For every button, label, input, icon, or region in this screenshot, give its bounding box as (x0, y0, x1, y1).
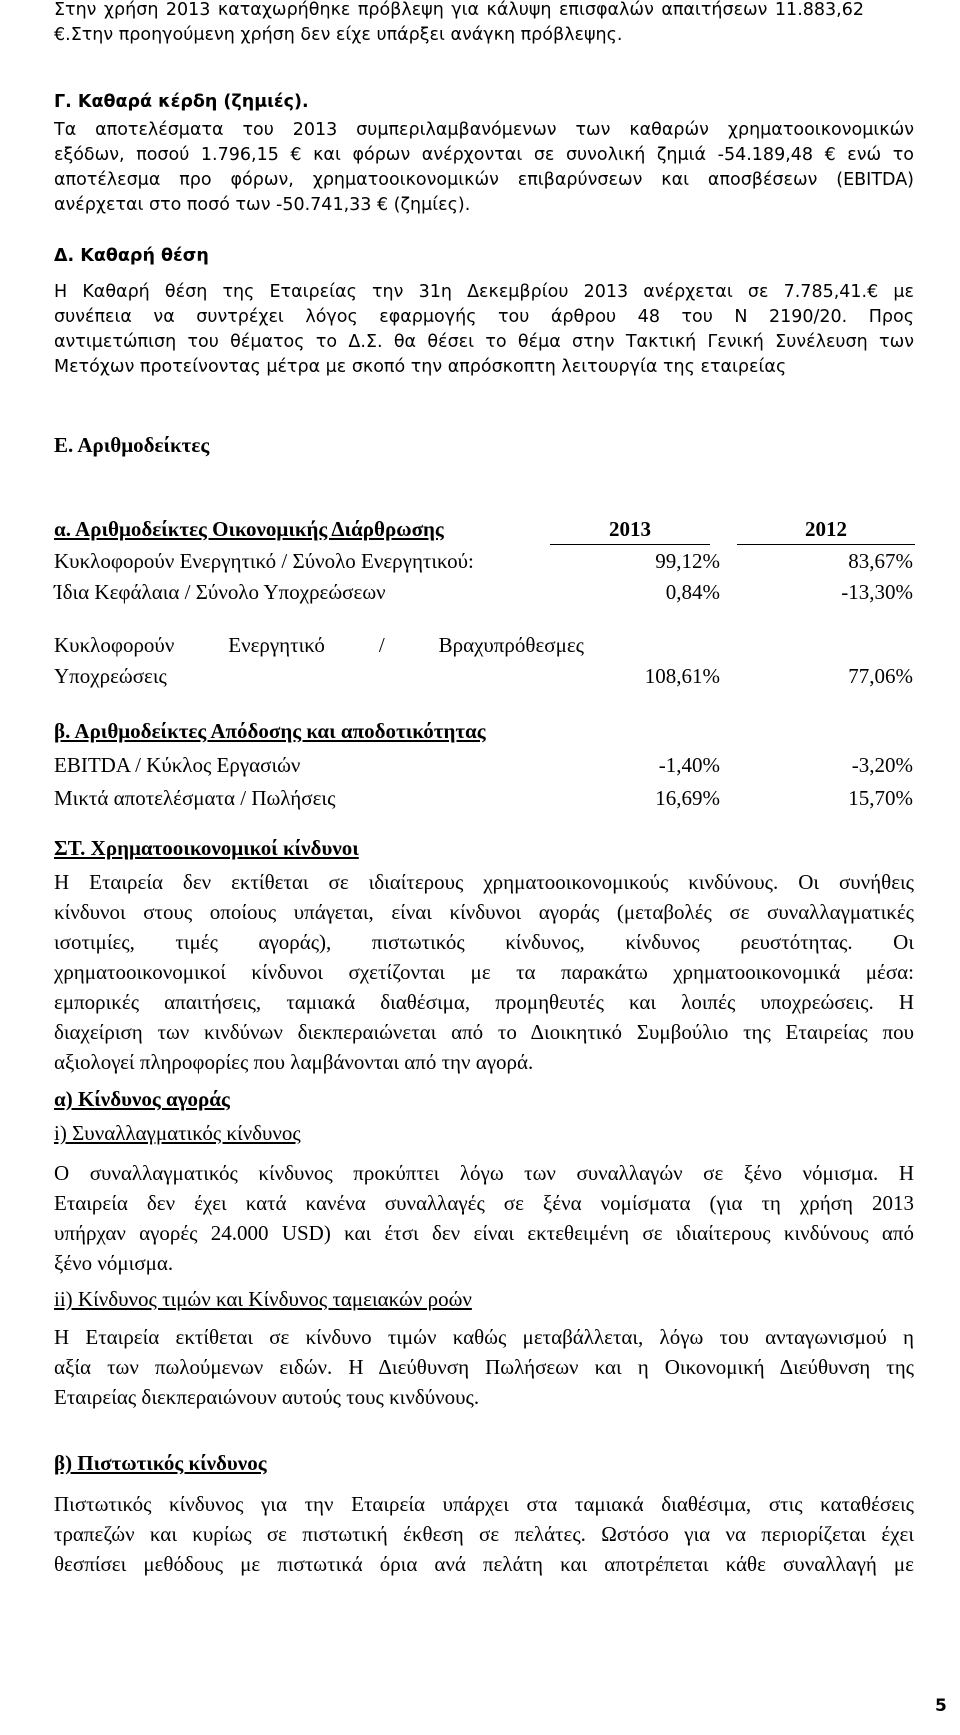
credit-risk-line: θεσπίσει μεθόδους με πιστωτικά όρια ανά πελάτη και αποτρέπεται κάθε συναλλαγή με (54, 1552, 914, 1576)
credit-risk-line: Πιστωτικός κίνδυνος για την Εταιρεία υπάρχει στα ταμιακά διαθέσιμα, στις καταθέσεις (54, 1492, 914, 1516)
section-st-line: Η Εταιρεία δεν εκτίθεται σε ιδιαίτερους χρηματοοικονομικούς κινδύνους. Οι συνήθεις (54, 870, 914, 894)
ratio-row-value-2013: 0,84% (665, 580, 720, 604)
ratio-row-value-2012: 83,67% (848, 549, 913, 573)
fx-risk-line: Ο συναλλαγματικός κίνδυνος προκύπτει λόγω των συναλλαγών σε ξένο νόμισμα. Η (54, 1161, 914, 1185)
credit-risk-heading (54, 1448, 960, 1478)
ratio-row-label: EBITDA / Κύκλος Εργασιών (54, 753, 301, 777)
intro-paragraph (54, 0, 864, 48)
section-d-heading: Δ. Καθαρή θέση (54, 246, 209, 266)
ratios-b-heading-text: β. Αριθμοδείκτες Απόδοσης και αποδοτικότητας (54, 719, 486, 743)
market-risk-heading-text: α) Κίνδυνος αγοράς (54, 1087, 230, 1111)
fx-risk-line: ξένο νόμισμα. (54, 1251, 174, 1275)
market-risk-heading (54, 1084, 960, 1114)
fx-risk-heading-text: i) Συναλλαγματικός κίνδυνος (54, 1121, 301, 1145)
ratios-b-heading (54, 716, 960, 746)
section-g-heading: Γ. Καθαρά κέρδη (ζημιές). (54, 92, 309, 112)
credit-risk-paragraph (54, 1489, 914, 1579)
page-number: 5 (935, 1696, 947, 1716)
ratio-row-label: Ίδια Κεφάλαια / Σύνολο Υποχρεώσεων (54, 580, 386, 604)
fx-risk-line: Εταιρεία δεν έχει κατά κανένα συναλλαγές σε ξένα νομίσματα (για τη χρήση 2013 (54, 1191, 914, 1215)
section-g-line-3: αποτέλεσμα προ φόρων, χρηματοοικονομικών επιβαρύνσεων και αποσβέσεων (EBITDA) (54, 170, 914, 190)
ratio-row-label: Κυκλοφορούν Ενεργητικό / Σύνολο Ενεργητικού: (54, 549, 474, 573)
intro-line-2: €.Στην προηγούμενη χρήση δεν είχε υπάρξει ανάγκη πρόβλεψης. (54, 25, 623, 45)
section-st-line: ισοτιμίες, τιμές αγοράς), πιστωτικός κίνδυνος, κίνδυνος ρευστότητας. Οι (54, 930, 914, 954)
section-d-line-1: Η Καθαρή θέση της Εταιρείας την 31η Δεκεμβρίου 2013 ανέρχεται σε 7.785,41.€ με (54, 282, 914, 302)
year-2012-header: 2012 (737, 514, 915, 545)
section-d-line-4: Μετόχων προτείνοντας μέτρα με σκοπό την απρόσκοπτη λειτουργία της εταιρείας (54, 357, 787, 377)
section-st-line: κίνδυνοι στους οποίους υπάγεται, είναι κίνδυνοι αγοράς (μεταβολές σε συναλλαγματικές (54, 900, 914, 924)
section-g-line-1: Τα αποτελέσματα του 2013 συμπεριλαμβανόμενων των καθαρών χρηματοοικονομικών (54, 120, 914, 140)
ratio-row-label: Μικτά αποτελέσματα / Πωλήσεις (54, 786, 336, 810)
section-d-line-3: αντιμετώπιση του θέματος το Δ.Σ. θα θέσει το θέμα στην Τακτική Γενική Συνέλευση των (54, 332, 914, 352)
credit-risk-line: τραπεζών και κυρίως σε πιστωτική έκθεση σε πελάτες. Ωστόσο για να περιορίζεται έχει (54, 1522, 914, 1546)
section-g-line-4: ανέρχεται στο ποσό των -50.741,33 € (ζημίες). (54, 195, 471, 215)
section-st-paragraph (54, 867, 914, 1077)
section-e-heading: Ε. Αριθμοδείκτες (54, 433, 210, 457)
ratio-row-label-line-1: Κυκλοφορούν Ενεργητικό / Βραχυπρόθεσμες (54, 633, 584, 657)
section-g-paragraph (54, 118, 914, 218)
price-risk-paragraph (54, 1322, 914, 1412)
section-st-line: διαχείριση των κινδύνων διεκπεραιώνεται από το Διοικητικό Συμβούλιο της Εταιρείας που (54, 1020, 914, 1044)
ratio-row-value-2013: -1,40% (658, 753, 720, 777)
price-risk-line: Η Εταιρεία εκτίθεται σε κίνδυνο τιμών καθώς μεταβάλλεται, λόγω του ανταγωνισμού η (54, 1325, 914, 1349)
year-2013-header: 2013 (550, 514, 710, 545)
ratio-row-label-line-2: Υποχρεώσεις (54, 664, 167, 688)
ratio-row-value-2013: 108,61% (644, 664, 720, 688)
ratio-row-value-2013: 16,69% (655, 786, 720, 810)
price-risk-line: αξία των πωλούμενων ειδών. Η Διεύθυνση Πωλήσεων και η Οικονομική Διεύθυνση της (54, 1355, 914, 1379)
section-d-paragraph (54, 280, 914, 380)
fx-risk-heading (54, 1118, 960, 1148)
section-d-line-2: συνέπεια να συντρέχει λόγος εφαρμογής του άρθρου 48 του Ν 2190/20. Προς (54, 307, 914, 327)
ratio-row-value-2012: 77,06% (848, 664, 913, 688)
section-st-heading (54, 833, 960, 863)
ratios-a-heading-text: α. Αριθμοδείκτες Οικονομικής Διάρθρωσης (54, 517, 444, 541)
ratio-row-value-2012: 15,70% (848, 786, 913, 810)
fx-risk-paragraph (54, 1158, 914, 1278)
section-g-line-2: εξόδων, ποσού 1.796,15 € και φόρων ανέρχονται σε συνολική ζημιά -54.189,48 € ενώ το (54, 145, 914, 165)
ratio-row-value-2012: -13,30% (841, 580, 913, 604)
section-st-line: αξιολογεί πληροφορίες που λαμβάνονται από την αγορά. (54, 1050, 534, 1074)
section-st-line: χρηματοοικονομικοί κίνδυνοι σχετίζονται με τα παρακάτω χρηματοοικονομικά μέσα: (54, 960, 914, 984)
credit-risk-heading-text: β) Πιστωτικός κίνδυνος (54, 1451, 267, 1475)
intro-line-1: Στην χρήση 2013 καταχωρήθηκε πρόβλεψη για κάλυψη επισφαλών απαιτήσεων 11.883,62 (54, 0, 864, 20)
ratio-row-value-2013: 99,12% (655, 549, 720, 573)
price-risk-line: Εταιρείας διεκπεραιώνουν αυτούς τους κινδύνους. (54, 1385, 480, 1409)
price-risk-heading-text: ii) Κίνδυνος τιμών και Κίνδυνος ταμειακών ροών (54, 1287, 472, 1311)
fx-risk-line: υπήρχαν αγορές 24.000 USD) και έτσι δεν είναι εκτεθειμένη σε ιδιαίτερους κινδύνους από (54, 1221, 914, 1245)
price-risk-heading (54, 1284, 960, 1314)
section-st-line: εμπορικές απαιτήσεις, ταμιακά διαθέσιμα, προμηθευτές και λοιπές υποχρεώσεις. Η (54, 990, 914, 1014)
ratio-row-value-2012: -3,20% (851, 753, 913, 777)
section-st-heading-text: ΣΤ. Χρηματοοικονομικοί κίνδυνοι (54, 836, 359, 860)
